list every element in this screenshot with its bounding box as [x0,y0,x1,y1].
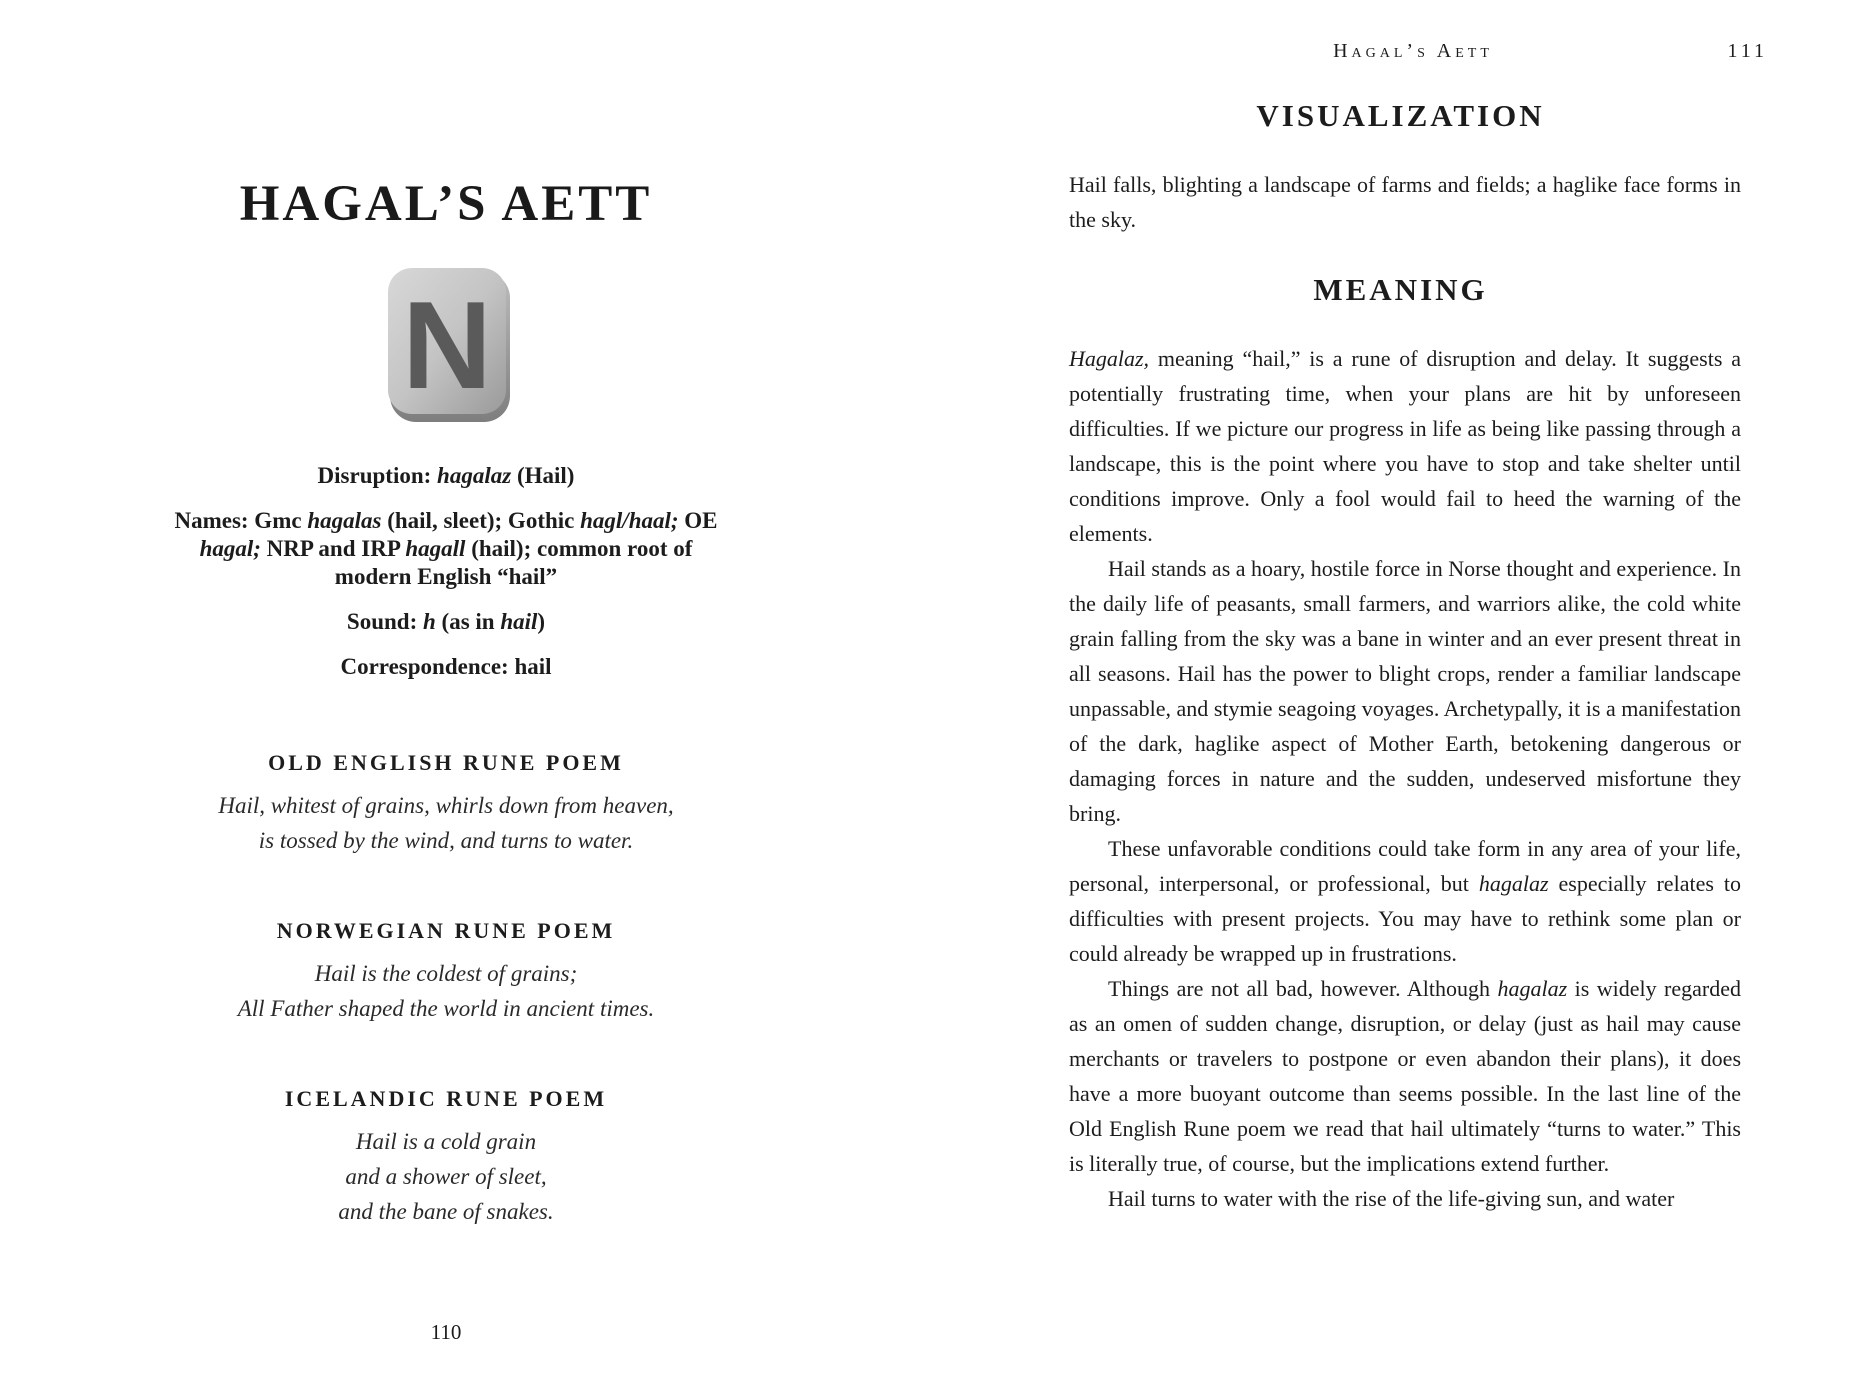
fact-correspondence: Correspondence: hail [340,654,552,679]
section-heading-meaning: MEANING [1313,272,1488,307]
right-page [933,0,1866,1400]
paragraph: Things are not all bad, however. Although hagalaz is widely regarded as an omen of sudden change, disruption, or delay (just as hail may cause merchants or travelers to postpone or even abandon their plans), it does have a more buoyant outcome than seems possible. In the last line of the Old English Rune poem we read that hail ultimately “turns to water.” This is literally true, of course, but the implications extend further. [1069,976,1742,1176]
paragraph: Hail stands as a hoary, hostile force in Norse thought and experience. In the daily life of peasants, small farmers, and warriors alike, the cold white grain falling from the sky was a bane in winter and an ever present threat in all seasons. Hail has the power to blight crops, render a familiar landscape unpassable, and stymie seagoing voyages. Archetypally, it is a manifestation of the dark, haglike aspect of Mother Earth, betokening dangerous or damaging forces in nature and the sudden, undeserved misfortune they bring. [1069,556,1741,826]
rune-stone-image [386,266,512,424]
poem-line: Hail is the coldest of grains; [314,961,578,986]
chapter-title: HAGAL’S AETT [239,176,653,232]
section-heading-visualization: VISUALIZATION [1256,98,1545,133]
poem-old-english [166,788,726,858]
poem-heading-old-english: OLD ENGLISH RUNE POEM [268,750,624,775]
visualization-text [1069,167,1741,237]
fact-sound: Sound: h (as in hail) [346,609,546,634]
paragraph: Hail falls, blighting a landscape of farms and fields; a haglike face forms in the sky. [1069,172,1741,232]
fact-disruption: Disruption: hagalaz (Hail) [317,463,575,488]
poem-line: All Father shaped the world in ancient times. [237,996,655,1021]
poem-line: Hail is a cold grain [355,1129,537,1154]
page-number: 110 [430,1320,462,1344]
rune-glyph: N [402,277,492,415]
poem-line: Hail, whitest of grains, whirls down from heaven, [218,793,674,818]
paragraph: Hagalaz, meaning “hail,” is a rune of disruption and delay. It suggests a potentially frustrating time, when your plans are hit by unforeseen difficulties. If we picture our progress in life as being like passing through a landscape, this is the point where you have to stop and take shelter until conditions improve. Only a fool would fail to heed the warning of the elements. [1069,346,1741,546]
poem-line: and a shower of sleet, [345,1164,547,1189]
poem-icelandic [166,1124,726,1229]
page-number: 111 [1727,40,1768,62]
fact-names: Names: Gmc hagalas (hail, sleet); Gothic hagl/haal; OE hagal; NRP and IRP hagall (hail); common root of modern English “hail” [174,508,718,589]
meaning-text [1069,341,1741,1216]
poem-line: is tossed by the wind, and turns to water. [258,828,634,853]
running-head: Hagal’s Aett [1333,40,1493,62]
poem-heading-icelandic: ICELANDIC RUNE POEM [284,1086,608,1111]
poem-heading-norwegian: NORWEGIAN RUNE POEM [276,918,616,943]
paragraph: Hail turns to water with the rise of the life-giving sun, and water [1108,1186,1675,1211]
paragraph: These unfavorable conditions could take form in any area of your life, personal, interpersonal, or professional, but hagalaz especially relates to difficulties with present projects. You may have to rethink some plan or could already be wrapped up in frustrations. [1069,836,1742,966]
poem-line: and the bane of snakes. [338,1199,554,1224]
rune-facts [166,462,726,698]
poem-norwegian [166,956,726,1026]
